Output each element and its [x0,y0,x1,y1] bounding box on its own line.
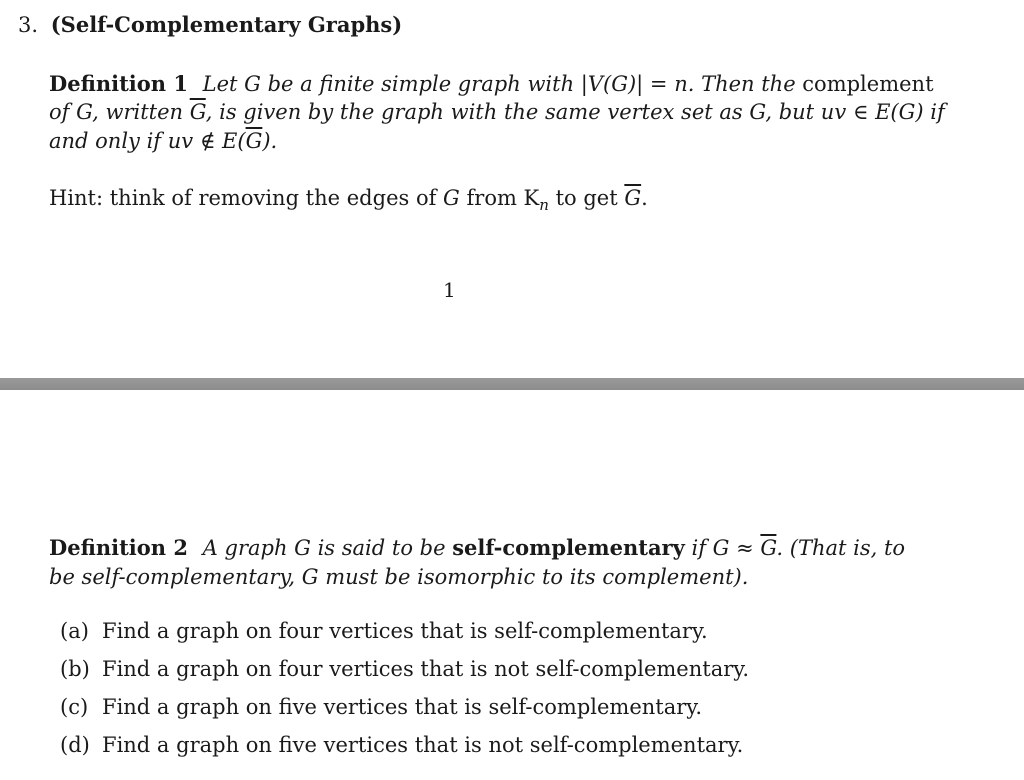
definition-2-text-1d: . (That is, to [776,536,906,560]
definition-1-text-2a: of G, written [49,100,190,124]
definition-1-line-1 [49,70,934,98]
problem-number: 3. [18,13,39,37]
definition-1-label: Definition 1 [49,71,188,96]
definition-1-text-3a: and only if uv ∉ E( [49,129,246,153]
definition-2-label: Definition 2 [49,535,188,560]
hint [49,184,648,219]
definition-2-line-2 [49,563,748,591]
part-d-text: Find a graph on five vertices that is not self-complementary. [102,733,744,757]
definition-2-line-1 [49,534,905,562]
g-complement: $\overline{G}$ [245,129,263,153]
problem-title: (Self-Complementary Graphs) [50,12,403,37]
definition-2-text-2: be self-complementary, G must be isomorphic to its complement). [49,565,749,589]
problem-heading [18,11,402,39]
part-b-text: Find a graph on four vertices that is not self-complementary. [102,657,750,681]
g-complement: $\overline{G}$ [760,536,777,560]
hint-text-b: from K [459,186,540,210]
part-d [60,731,743,759]
definition-1-text-2b: , is given by the graph with the same vertex set as G, but uv ∈ E(G) if [205,100,945,124]
part-d-label: (d) [60,733,90,757]
definition-1-text-1a: Let G be a finite simple graph with |V(G)| = n. Then the [202,72,803,96]
definition-1-text-1b: complement [802,72,934,96]
definition-1-line-3 [49,127,277,155]
hint-sub-n: n [539,196,549,215]
hint-text-c: to get [548,186,625,210]
hint-g-complement: $\overline{G}$ [624,186,642,210]
part-a-label: (a) [60,619,89,643]
definition-2-term: self-complementary [452,535,685,560]
hint-text-d: . [641,186,648,210]
definition-1-text-3b: ). [262,129,278,153]
page-number: 1 [443,278,456,302]
hint-text-a: Hint: think of removing the edges of [49,186,444,210]
part-c [60,693,702,721]
part-b-label: (b) [60,657,90,681]
definition-1-line-2 [49,98,945,126]
page-2 [0,390,1024,780]
part-b [60,655,749,683]
part-c-text: Find a graph on five vertices that is self-complementary. [102,695,703,719]
page-1 [0,0,1024,378]
definition-2-text-1a: A graph G is said to be [202,536,453,560]
part-a-text: Find a graph on four vertices that is self-complementary. [102,619,708,643]
g-complement: $\overline{G}$ [189,100,206,124]
page-divider [0,378,1024,390]
hint-g: G [443,186,460,210]
definition-2-text-1c: if G ≈ [684,536,761,560]
part-a [60,617,708,645]
part-c-label: (c) [60,695,89,719]
